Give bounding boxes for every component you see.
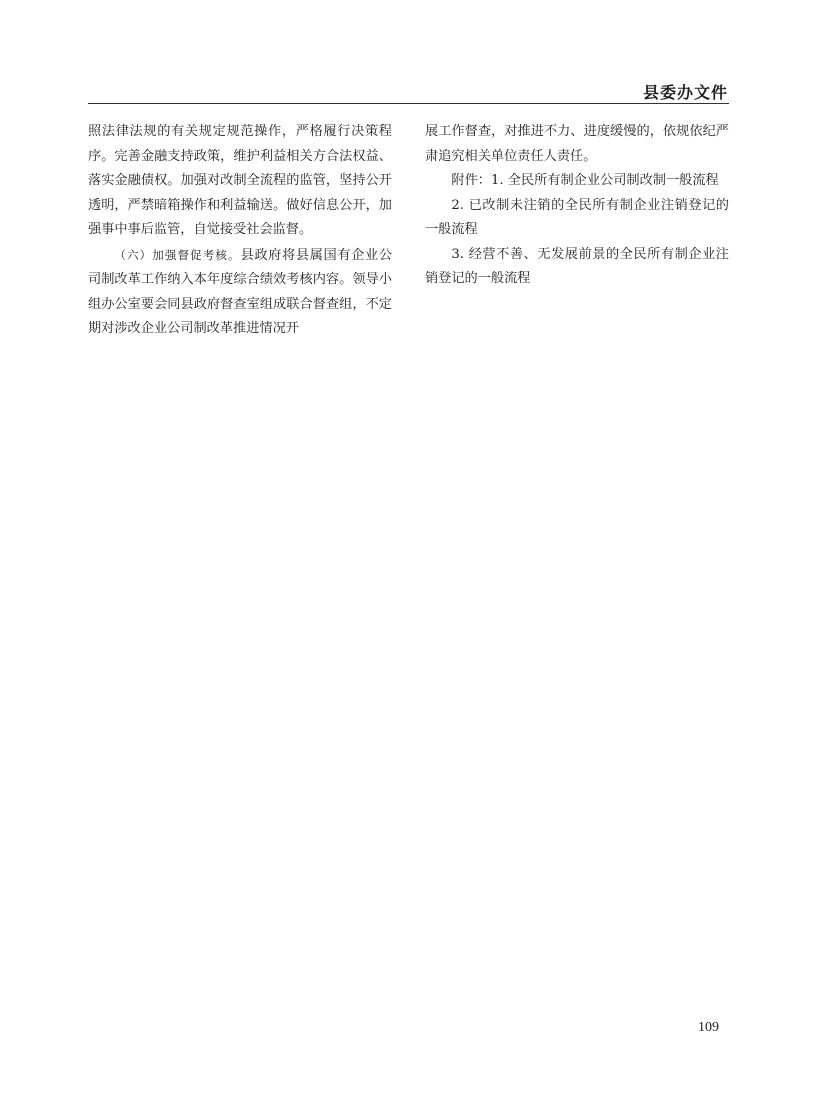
section-heading-supervision: （六）加强督促考核。 — [114, 247, 241, 262]
page-number: 109 — [698, 1020, 719, 1035]
right-column — [425, 120, 729, 292]
attachment-item-2: 2. 已改制未注销的全民所有制企业注销登记的一般流程 — [425, 197, 729, 237]
attachment-item-1: 附件：1. 全民所有制企业公司制改制一般流程 — [451, 173, 719, 188]
left-column — [88, 120, 392, 342]
paragraph-supervision — [88, 243, 392, 342]
header-divider — [88, 103, 729, 104]
paragraph-continuation: 照法律法规的有关规定规范操作，严格履行决策程序。完善金融支持政策，维护利益相关方合法权益、落实金融债权。加强对改制全流程的监管，坚持公开透明，严禁暗箱操作和利益输送。做好信息公开，加强事中事后监管，自觉接受社会监督。 — [88, 124, 392, 237]
attachment-item-3: 3. 经营不善、无发展前景的全民所有制企业注销登记的一般流程 — [425, 246, 729, 286]
document-header-title: 县委办文件 — [642, 83, 728, 102]
paragraph-supervision-text: 县政府将县属国有企业公司制改革工作纳入本年度综合绩效考核内容。领导小组办公室要会同县政府督查室组成联合督查组，不定期对涉改企业公司制改革推进情况开 — [88, 247, 393, 336]
paragraph-continuation-right: 展工作督查，对推进不力、进度缓慢的，依规依纪严肃追究相关单位责任人责任。 — [425, 124, 729, 164]
